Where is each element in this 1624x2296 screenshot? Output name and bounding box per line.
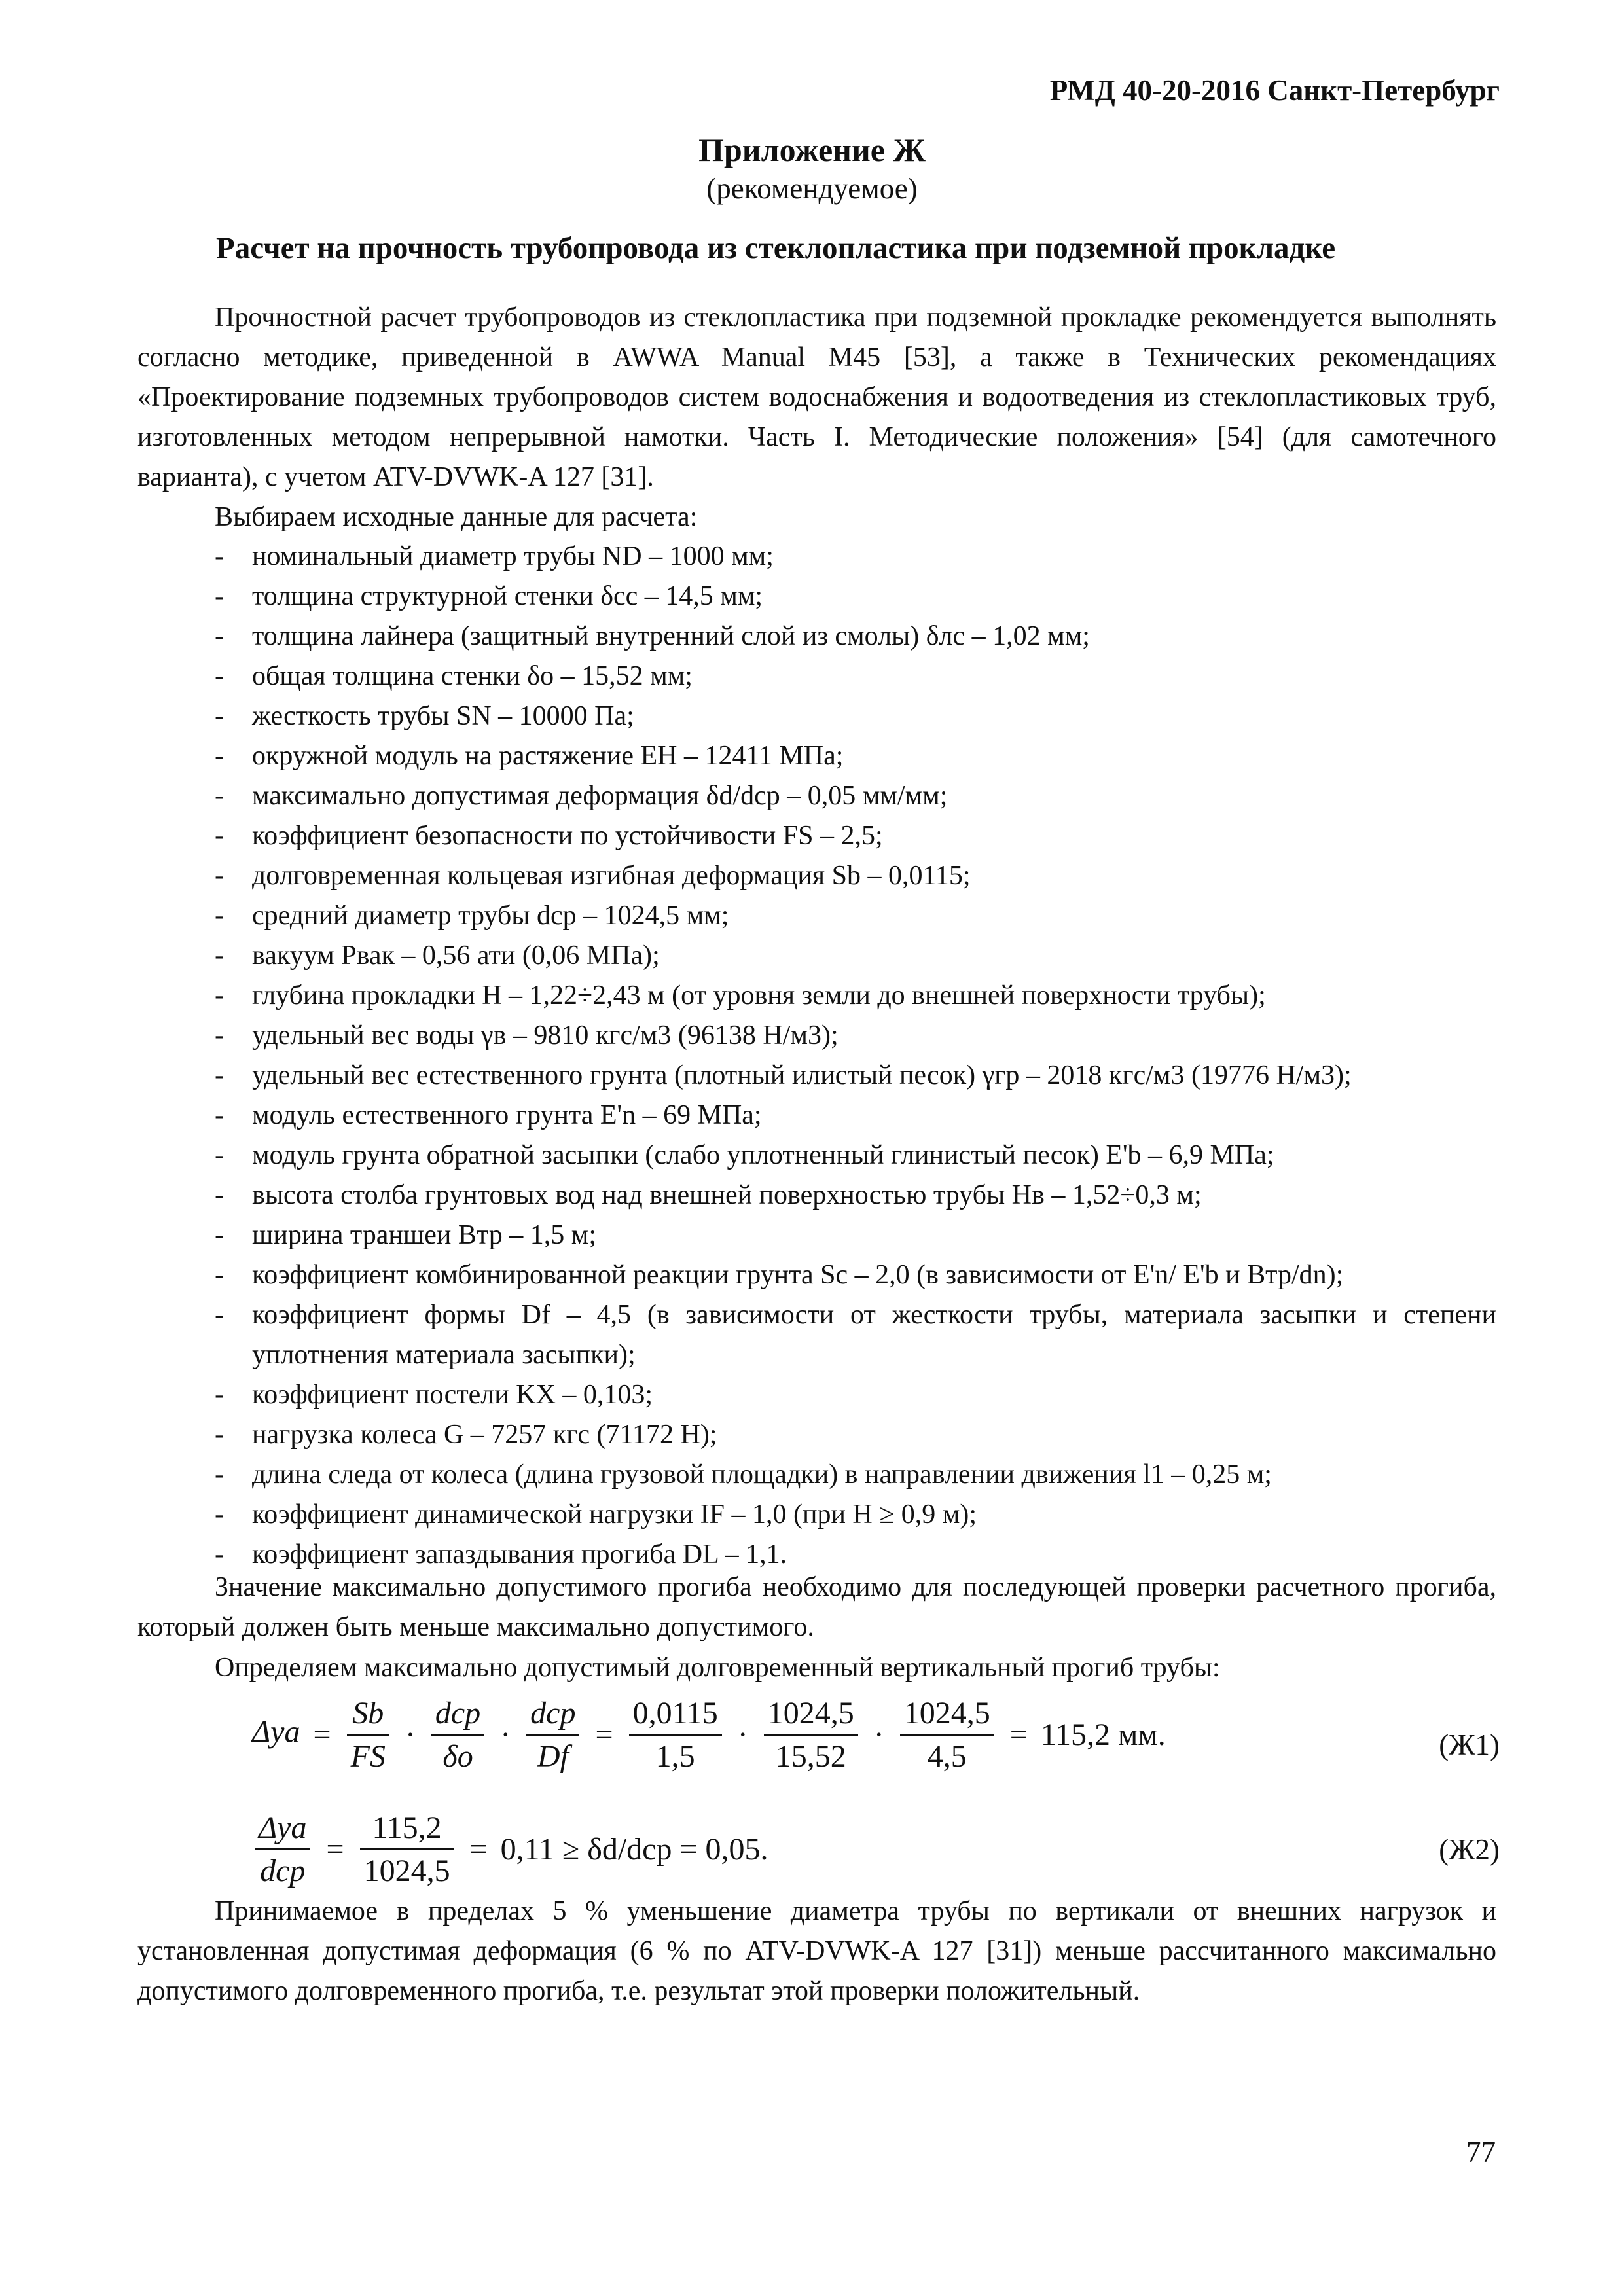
equation-zh1: Δya = $\frac{Sb}{FS}$ · dср δo · dср Df = $\frac{0,0115}{1,5}$ · $\frac{1024,5}{15,52}$ · $\frac{1024,5}{4,5}$ = 115,2 мм. <box>252 1696 1166 1774</box>
max-deflection-paragraph: Значение максимально допустимого прогиба необходимо для последующей проверки расчетного прогиба, который должен быть меньше максимально допустимого. <box>137 1572 1496 1642</box>
list-item: - ширина траншеи Втр – 1,5 м; <box>215 1220 596 1250</box>
determine-paragraph: Определяем максимально допустимый долговременный вертикальный прогиб трубы: <box>215 1653 1220 1683</box>
list-item: - номинальный диаметр трубы ND – 1000 мм; <box>215 541 774 571</box>
eq1-fraction: dср Df <box>526 1695 579 1774</box>
list-item: - толщина структурной стенки δсс – 14,5 мм; <box>215 581 763 611</box>
list-item: - коэффициент динамической нагрузки IF – 1,0 (при Н ≥ 0,9 м); <box>215 1499 977 1530</box>
eq1-fraction: dср δo <box>431 1695 484 1774</box>
eq1-result: 115,2 мм. <box>1040 1717 1166 1752</box>
list-item: - высота столба грунтовых вод над внешней поверхностью трубы Нв – 1,52÷0,3 м; <box>215 1180 1202 1210</box>
intro-paragraph: Прочностной расчет трубопроводов из стеклопластика при подземной прокладке рекомендуется выполнять согласно методике, приведенной в AWWA Manual M45 [53], а также в Технических рекомендациях «Проектирование подземных трубопроводов систем водоснабжения и водоотведения из стеклопластиковых труб, изготовленных методом непрерывной намотки. Часть I. Методические положения» [54] (для самотечного варианта), с учетом ATV-DVWK-A 127 [31]. <box>137 302 1496 492</box>
equation-number-zh1: (Ж1) <box>1439 1729 1500 1761</box>
list-item: - коэффициент безопасности по устойчивости FS – 2,5; <box>215 821 883 851</box>
running-header: РМД 40-20-2016 Санкт-Петербург <box>1049 74 1500 107</box>
section-title: Расчет на прочность трубопровода из стеклопластика при подземной прокладке <box>216 231 1336 265</box>
list-item: - модуль грунта обратной засыпки (слабо уплотненный глинистый песок) E'b – 6,9 МПа; <box>215 1140 1274 1170</box>
list-item: - толщина лайнера (защитный внутренний слой из смолы) δлс – 1,02 мм; <box>215 621 1090 651</box>
eq1-fraction: $\frac{Sb}{FS}$ <box>347 1695 389 1774</box>
page-number: 77 <box>1466 2136 1496 2168</box>
eq1-fraction: $\frac{1024,5}{4,5}$ <box>900 1695 994 1774</box>
list-item: - долговременная кольцевая изгибная деформация Sb – 0,0115; <box>215 861 971 891</box>
list-item: - окружной модуль на растяжение EH – 12411 МПа; <box>215 741 844 771</box>
list-item: - коэффициент комбинированной реакции грунта Sc – 2,0 (в зависимости от E'n/ E'b и Втр/dn); <box>215 1260 1344 1290</box>
appendix-subtitle: (рекомендуемое) <box>706 172 918 205</box>
list-item: - длина следа от колеса (длина грузовой площадки) в направлении движения l1 – 0,25 м; <box>215 1460 1272 1490</box>
list-item: - максимально допустимая деформация δd/dср – 0,05 мм/мм; <box>215 781 948 811</box>
list-item: - вакуум Рвак – 0,56 ати (0,06 МПа); <box>215 941 660 971</box>
list-item: - общая толщина стенки δо – 15,52 мм; <box>215 661 693 691</box>
list-item: - жесткость трубы SN – 10000 Па; <box>215 701 634 731</box>
eq2-fraction: $\frac{115,2}{1024,5}$ <box>360 1810 454 1889</box>
appendix-title: Приложение Ж <box>698 132 926 168</box>
list-item: - нагрузка колеса G – 7257 кгс (71172 Н); <box>215 1420 717 1450</box>
list-item: - коэффициент постели KX – 0,103; <box>215 1380 653 1410</box>
list-item: - коэффициент запаздывания прогиба DL – 1,1. <box>215 1539 787 1570</box>
equation-number-zh2: (Ж2) <box>1439 1833 1500 1866</box>
conclusion-paragraph: Принимаемое в пределах 5 % уменьшение диаметра трубы по вертикали от внешних нагрузок и установленная допустимая деформация (6 % по ATV-DVWK-A 127 [31]) меньше рассчитанного максимально допустимого долговременного прогиба, т.е. результат этой проверки положительный. <box>137 1896 1496 2006</box>
eq2-fraction: Δya dср <box>255 1810 310 1889</box>
list-item: - удельный вес естественного грунта (плотный илистый песок) γгр – 2018 кгс/м3 (19776 Н/м3); <box>215 1060 1352 1090</box>
data-intro: Выбираем исходные данные для расчета: <box>215 502 698 532</box>
equation-zh2: Δya dср = $\frac{115,2}{1024,5}$ = 0,11 ≥ δd/dср = 0,05. <box>252 1810 768 1889</box>
eq1-fraction: $\frac{1024,5}{15,52}$ <box>764 1695 858 1774</box>
list-item: - модуль естественного грунта E'n – 69 МПа; <box>215 1100 762 1130</box>
eq1-fraction: $\frac{0,0115}{1,5}$ <box>629 1695 722 1774</box>
list-item: - удельный вес воды γв – 9810 кгс/м3 (96138 Н/м3); <box>215 1020 839 1050</box>
list-item: - коэффициент формы Df – 4,5 (в зависимости от жесткости трубы, материала засыпки и степени уплотнения материала засыпки); <box>215 1300 1496 1370</box>
list-item: - средний диаметр трубы dср – 1024,5 мм; <box>215 901 729 931</box>
eq2-result: 0,11 ≥ δd/dср = 0,05. <box>500 1832 768 1867</box>
list-item: - глубина прокладки Н – 1,22÷2,43 м (от уровня земли до внешней поверхности трубы); <box>215 980 1266 1011</box>
eq1-lhs: Δya <box>252 1714 300 1749</box>
input-data-list <box>137 537 1496 1575</box>
